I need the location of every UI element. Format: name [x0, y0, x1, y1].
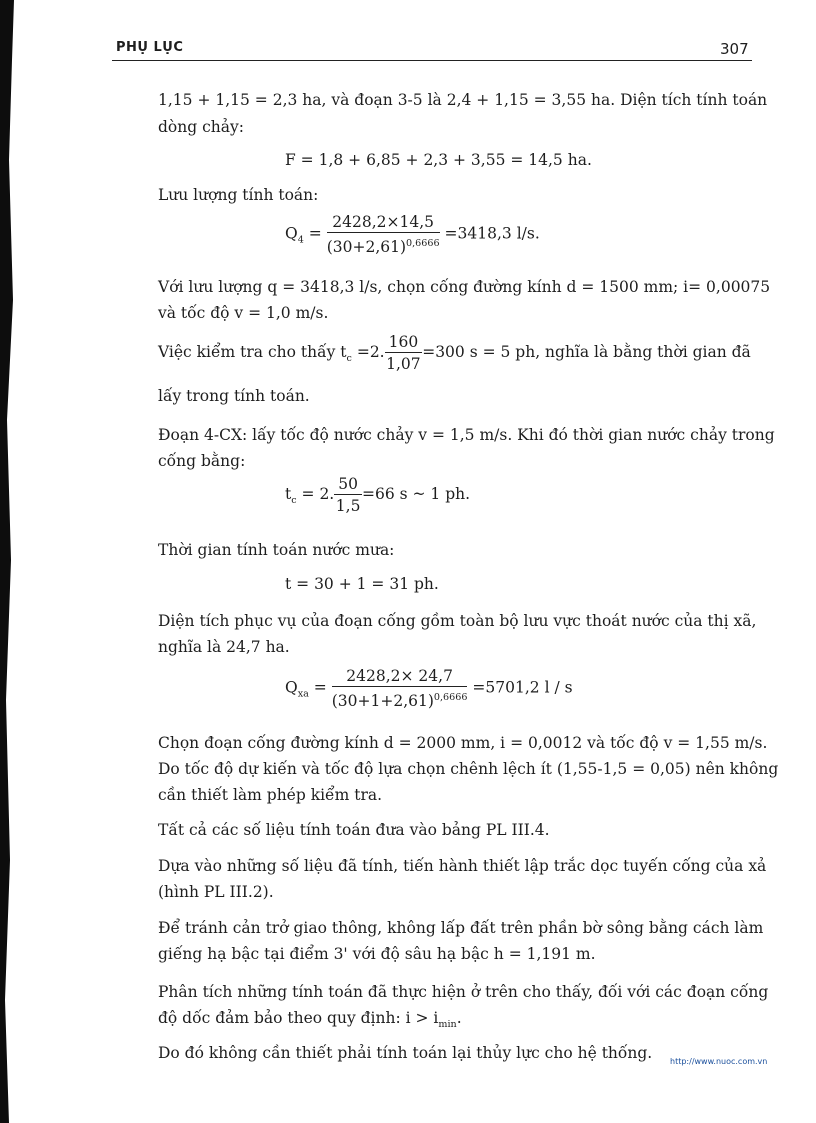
text-line: Để tránh cản trở giao thông, không lấp đất trên phần bờ sông bằng cách làm — [158, 919, 764, 937]
numerator: 2428,2× 24,7 — [332, 667, 468, 687]
inline-text: Việc kiểm tra cho thấy — [158, 343, 341, 361]
inline-text: =2. — [351, 343, 385, 361]
inline-text: . — [456, 1009, 462, 1027]
inline-text: =300 s = 5 ph, nghĩa là bằng thời gian đã — [422, 343, 751, 361]
text-line: Diện tích phục vụ của đoạn cống gồm toàn bộ lưu vực thoát nước của thị xã, — [158, 612, 757, 630]
text-line: giếng hạ bậc tại điểm 3' với độ sâu hạ bậc h = 1,191 m. — [158, 945, 596, 963]
text-line: 1,15 + 1,15 = 2,3 ha, và đoạn 3-5 là 2,4 + 1,15 = 3,55 ha. Diện tích tính toán — [158, 91, 768, 109]
text-line: Chọn đoạn cống đường kính d = 2000 mm, i = 0,0012 và tốc độ v = 1,55 m/s. — [158, 734, 768, 752]
fraction — [332, 667, 468, 710]
denominator — [327, 233, 440, 256]
text-line: Với lưu lượng q = 3418,3 l/s, chọn cống đường kính d = 1500 mm; i= 0,00075 — [158, 278, 771, 296]
subscript: min — [438, 1019, 457, 1031]
text-line: Dựa vào những số liệu đã tính, tiến hành thiết lập trắc dọc tuyến cống của xả — [158, 857, 767, 875]
text-line: dòng chảy: — [158, 118, 244, 136]
denominator-base: (30+1+2,61) — [331, 692, 434, 711]
symbol-t: t — [340, 343, 347, 361]
numerator: 2428,2×14,5 — [327, 213, 440, 233]
inline-text: độ dốc đảm bảo theo quy định: i > i — [158, 1009, 439, 1027]
text-line: và tốc độ v = 1,0 m/s. — [158, 304, 329, 322]
text-line: cống bằng: — [158, 452, 246, 470]
numerator: 50 — [334, 475, 362, 495]
equation-tc-pipe — [285, 475, 470, 515]
inline-text: =66 s ~ 1 ph. — [361, 485, 471, 503]
exponent: 0,6666 — [433, 692, 468, 703]
text-line: Thời gian tính toán nước mưa: — [158, 541, 395, 559]
denominator — [332, 687, 468, 710]
result: =5701,2 l / s — [472, 678, 573, 697]
text-line: lấy trong tính toán. — [158, 387, 310, 405]
slope-line — [158, 1008, 462, 1035]
text-line: (hình PL III.2). — [158, 883, 274, 901]
result: =3418,3 l/s. — [444, 224, 540, 243]
text-line: Lưu lượng tính toán: — [158, 186, 319, 204]
denominator: 1,07 — [386, 355, 421, 373]
subscript: xa — [297, 688, 309, 700]
symbol-q: Q — [285, 224, 298, 243]
text-line: Tất cả các số liệu tính toán đưa vào bảng PL III.4. — [158, 821, 550, 839]
equals-sign: = — [308, 224, 322, 243]
text-line: nghĩa là 24,7 ha. — [158, 638, 290, 656]
subscript: c — [346, 353, 352, 365]
denominator-base: (30+2,61) — [326, 238, 407, 257]
equation-area: F = 1,8 + 6,85 + 2,3 + 3,55 = 14,5 ha. — [285, 151, 592, 169]
page-number: 307 — [720, 40, 749, 58]
numerator: 160 — [385, 333, 423, 353]
fraction — [327, 213, 440, 256]
symbol-t: t — [285, 485, 292, 503]
inline-text: = 2. — [296, 485, 335, 503]
footer-url: http://www.nuoc.com.vn — [670, 1057, 768, 1066]
text-line: Do đó không cần thiết phải tính toán lại thủy lực cho hệ thống. — [158, 1044, 653, 1062]
header-divider — [112, 60, 752, 61]
exponent: 0,6666 — [406, 238, 440, 249]
equation-time: t = 30 + 1 = 31 ph. — [285, 575, 439, 593]
subscript: c — [291, 495, 297, 507]
fraction — [385, 333, 423, 373]
equation-qxa — [285, 667, 573, 710]
symbol-q: Q — [285, 678, 298, 697]
equation-tc-check — [158, 333, 751, 373]
subscript: 4 — [297, 234, 304, 246]
scan-dark-edge — [0, 0, 20, 1123]
text-line: Đoạn 4-CX: lấy tốc độ nước chảy v = 1,5 m/s. Khi đó thời gian nước chảy trong — [158, 426, 775, 444]
fraction — [334, 475, 362, 515]
header-title: PHỤ LỤC — [116, 40, 184, 55]
denominator: 1,5 — [335, 497, 361, 515]
equation-q4 — [285, 213, 540, 256]
equals-sign: = — [313, 678, 327, 697]
text-line: Do tốc độ dự kiến và tốc độ lựa chọn chênh lệch ít (1,55-1,5 = 0,05) nên không — [158, 760, 779, 778]
text-line: Phân tích những tính toán đã thực hiện ở trên cho thấy, đối với các đoạn cống — [158, 983, 769, 1001]
text-line: cần thiết làm phép kiểm tra. — [158, 786, 383, 804]
